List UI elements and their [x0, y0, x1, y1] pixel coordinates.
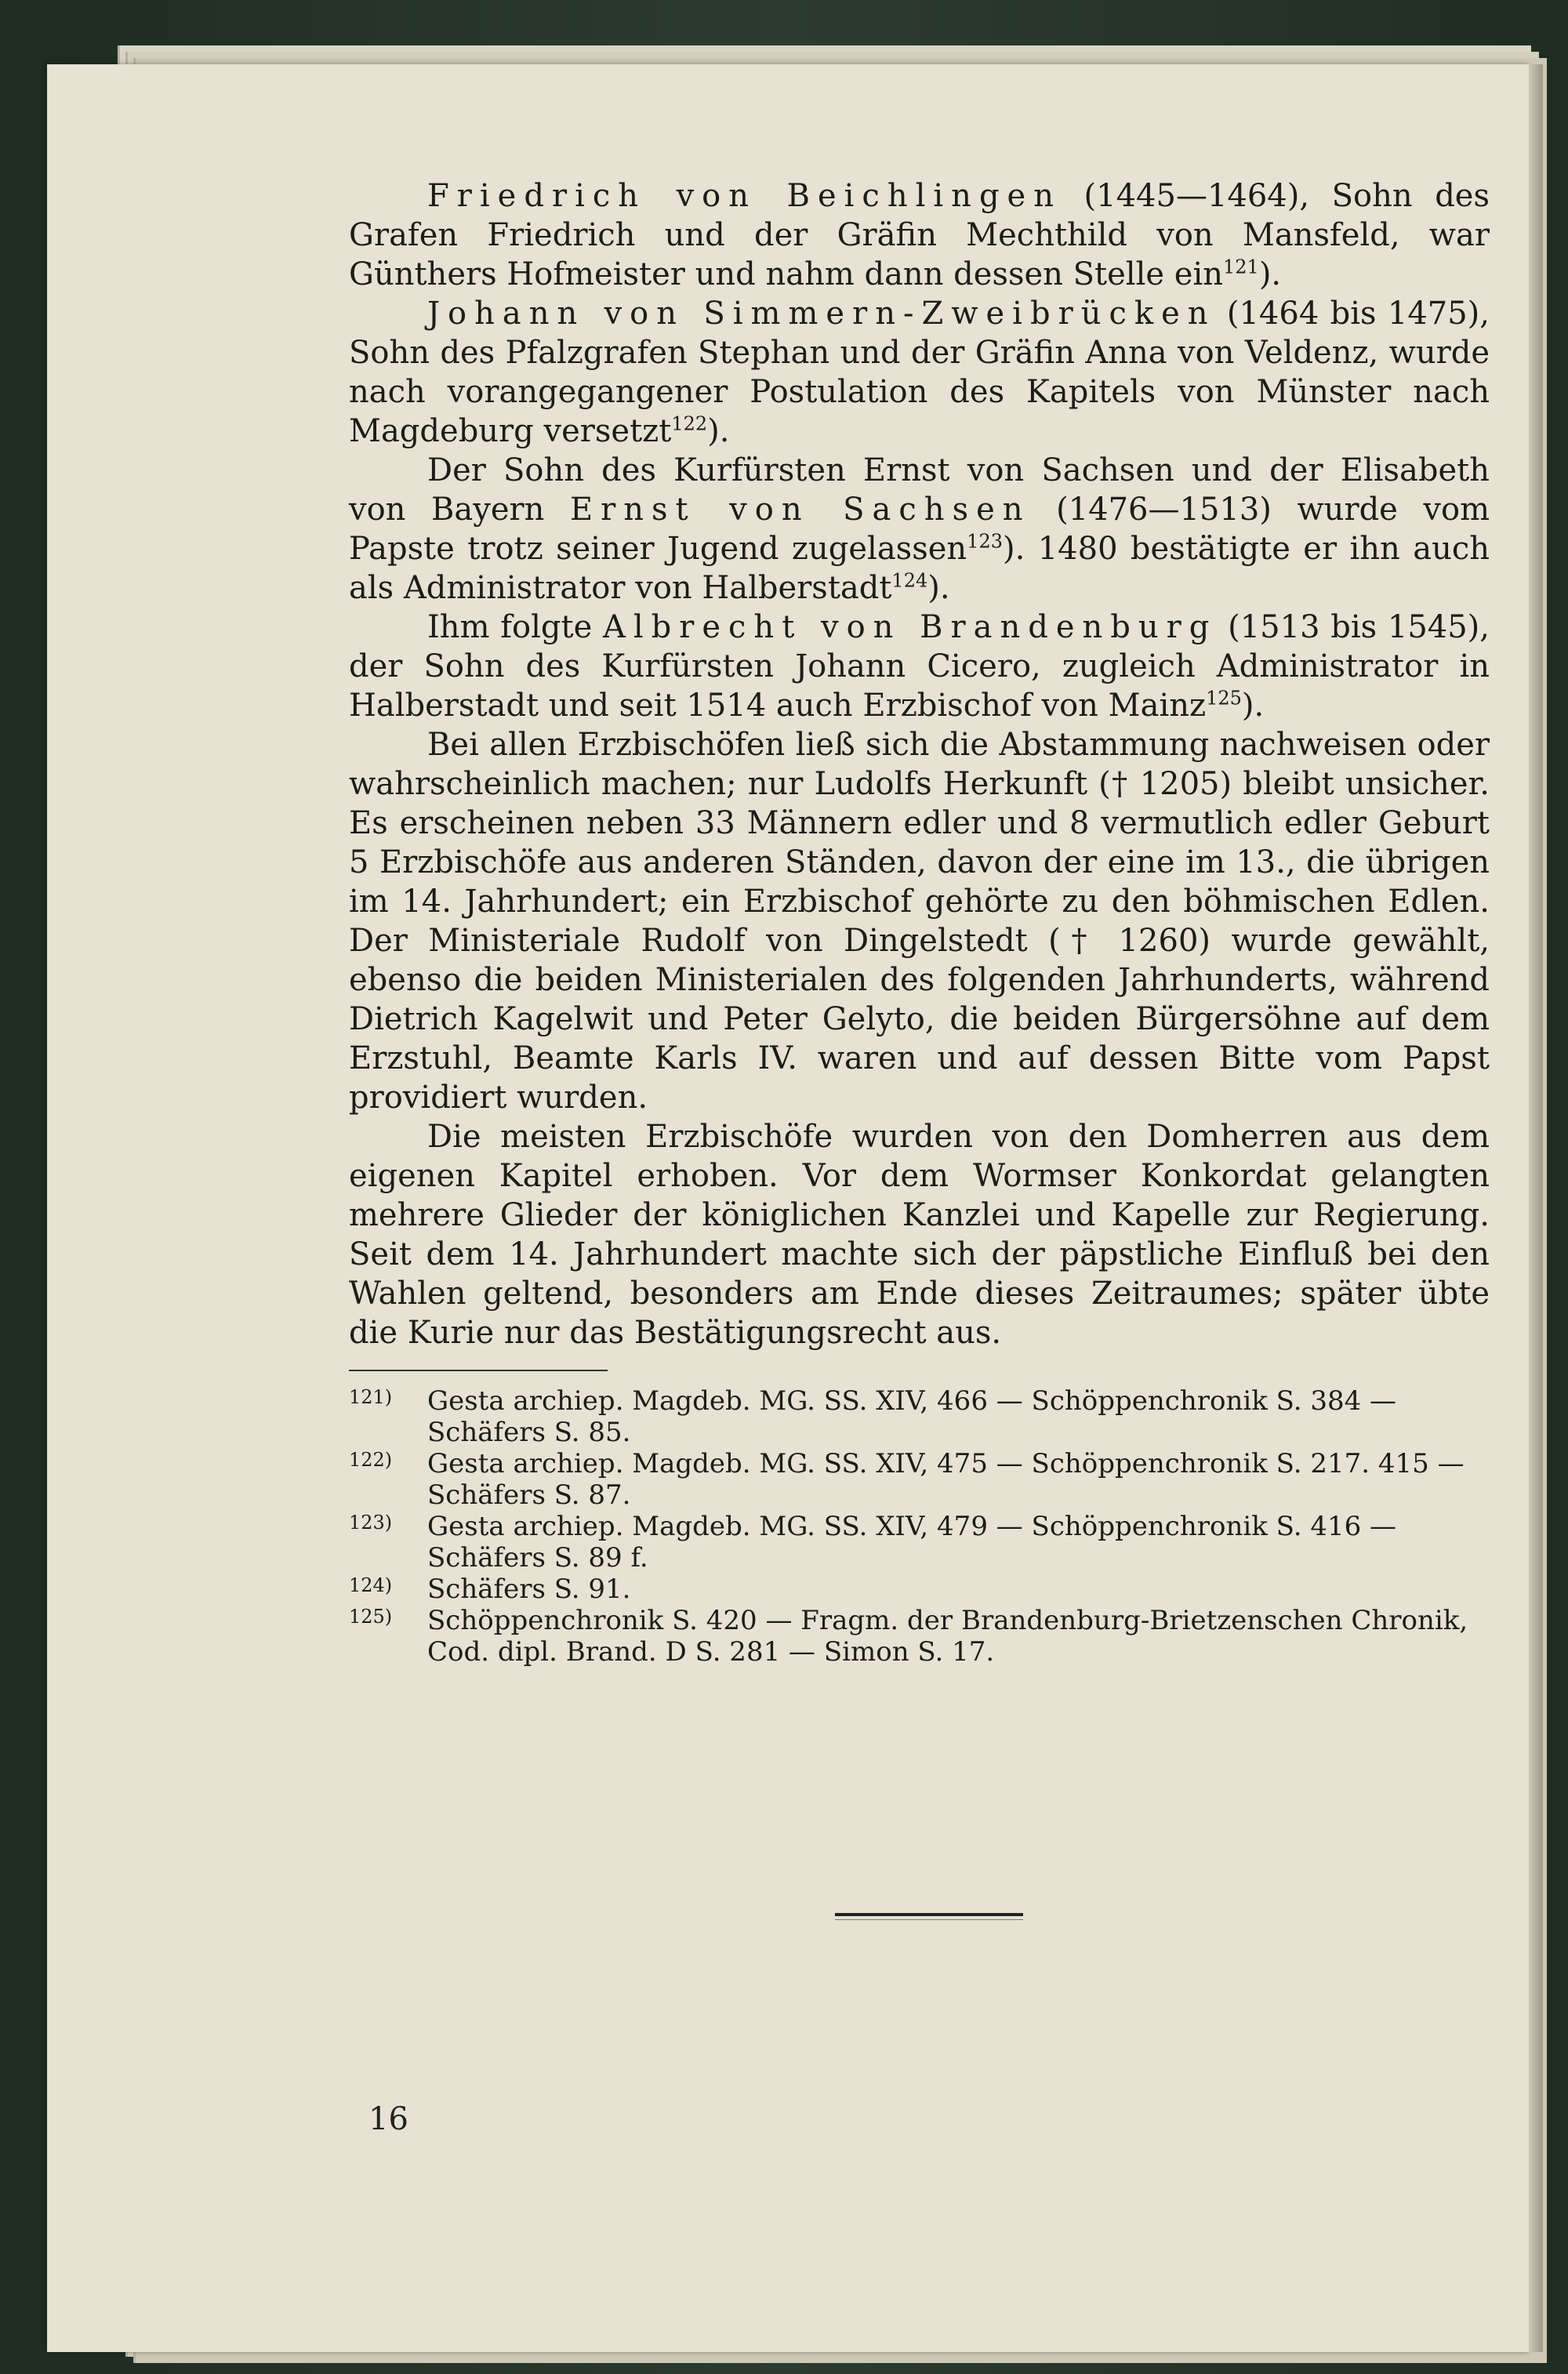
footnote-ref: 121: [1223, 256, 1259, 278]
footnote-number: 123): [349, 1512, 393, 1534]
footnote-text: Gesta archiep. Magdeb. MG. SS. XIV, 475 — Schöppenchronik S. 217. 415 — Schäfers S. 87.: [427, 1448, 1465, 1511]
footnote: [349, 1511, 1490, 1574]
footnote-ref: 124: [891, 569, 928, 592]
person-name: Friedrich von Beichlingen: [427, 178, 1062, 214]
footnote-text: Gesta archiep. Magdeb. MG. SS. XIV, 479 — Schöppenchronik S. 416 — Schäfers S. 89 f.: [427, 1511, 1397, 1574]
footnote-number: 125): [349, 1606, 393, 1628]
footnote-text: Schöppenchronik S. 420 — Fragm. der Brandenburg-Brietzenschen Chronik, Cod. dipl. Brand. D S. 281 — Simon S. 17.: [427, 1605, 1468, 1668]
paragraph-wahl: Die meisten Erzbischöfe wurden von den Domherren aus dem eigenen Kapitel erhoben. Vor dem Wormser Konkordat gelangten mehrere Glieder der königlichen Kanzlei und Kapelle zur Regierung. Seit dem 14. Jahrhundert machte sich der päpstliche Einfluß bei den Wahlen geltend, besonders am Ende dieses Zeitraumes; später übte die Kurie nur das Bestätigungsrecht aus.: [349, 1119, 1490, 1351]
footnotes: [349, 1385, 1490, 1668]
person-name: Johann von Simmern-Zweibrücken: [427, 296, 1216, 332]
footnote: [349, 1448, 1490, 1511]
paragraph-ernst: Der Sohn des Kurfürsten Ernst von Sachsen und der Elisabeth von Bayern Ernst von Sachsen (1476—1513) wurde vom Papste trotz seiner Jugend zugelassen$^{123}$). 1480 bestätigte er ihn auch als Administrator von Halberstadt$^{124}$).: [349, 452, 1490, 606]
footnote-number: 124): [349, 1574, 393, 1596]
footnote-number: 121): [349, 1386, 393, 1408]
paragraph-abstammung: Bei allen Erzbischöfen ließ sich die Abstammung nachweisen oder wahrscheinlich machen; nur Ludolfs Herkunft († 1205) bleibt unsicher. Es erscheinen neben 33 Männern edler und 8 vermutlich edler Geburt 5 Erzbischöfe aus anderen Ständen, davon der eine im 13., die übrigen im 14. Jahrhundert; ein Erzbischof gehörte zu den böhmischen Edlen. Der Ministeriale Rudolf von Dingelstedt († 1260) wurde gewählt, ebenso die beiden Ministerialen des folgenden Jahrhunderts, während Dietrich Kagelwit und Peter Gelyto, die beiden Bürgersöhne auf dem Erzstuhl, Beamte Karls IV. waren und auf dessen Bitte vom Papst providiert wurden.: [349, 727, 1490, 1116]
section-end-rule: [835, 1913, 1023, 1916]
footnote: [349, 1385, 1490, 1448]
footnote: [349, 1574, 1490, 1605]
footnote-text: Gesta archiep. Magdeb. MG. SS. XIV, 466 — Schöppenchronik S. 384 — Schäfers S. 85.: [427, 1385, 1397, 1448]
person-name: Ernst von Sachsen: [569, 492, 1031, 528]
footnote-ref: 125: [1206, 687, 1242, 710]
page-number: 16: [368, 2101, 408, 2137]
footnote: [349, 1605, 1490, 1668]
footnote-ref: 122: [671, 412, 708, 435]
footnote-text: Schäfers S. 91.: [427, 1574, 631, 1605]
footnote-separator: [349, 1370, 608, 1371]
main-text: [349, 176, 1490, 1668]
paragraph-albrecht: Ihm folgte Albrecht von Brandenburg (1513 bis 1545), der Sohn des Kurfürsten Johann Cicero, zugleich Administrator in Halberstadt und seit 1514 auch Erzbischof von Mainz$^{125}$).: [349, 609, 1490, 724]
footnote-ref: 123: [967, 530, 1003, 553]
person-name: Albrecht von Brandenburg: [602, 609, 1218, 645]
paragraph-friedrich: Friedrich von Beichlingen (1445—1464), Sohn des Grafen Friedrich und der Gräfin Mechthild von Mansfeld, war Günthers Hofmeister und nahm dann dessen Stelle ein$^{121}$).: [349, 178, 1490, 292]
footnote-number: 122): [349, 1449, 393, 1471]
paragraph-johann: Johann von Simmern-Zweibrücken (1464 bis 1475), Sohn des Pfalzgrafen Stephan und der Gräfin Anna von Veldenz, wurde nach vorangegangener Postulation des Kapitels von Münster nach Magdeburg versetzt$^{122}$).: [349, 296, 1490, 449]
